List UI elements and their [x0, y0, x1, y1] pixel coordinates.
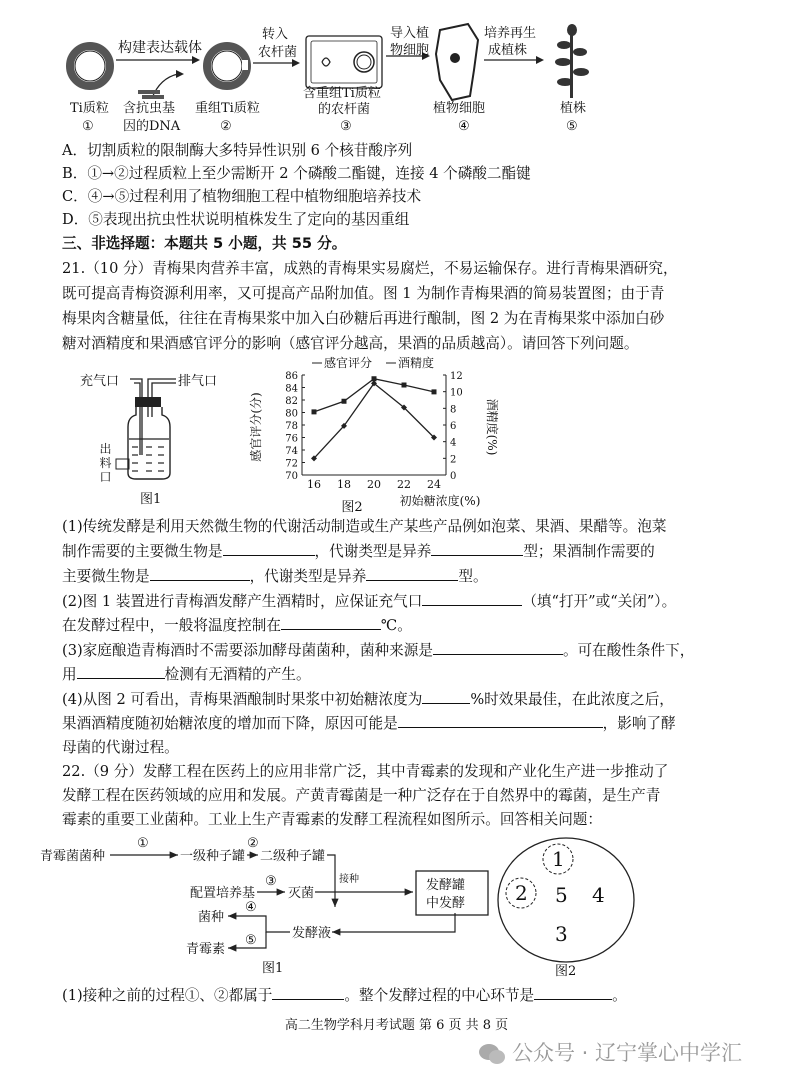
y-tick-label: 78	[285, 421, 298, 432]
answer-blank[interactable]	[281, 615, 381, 630]
recombinant-plasmid-icon	[207, 46, 248, 86]
y2-tick-label: 10	[450, 387, 463, 399]
dna-fragment-icon	[138, 90, 164, 99]
data-point	[432, 389, 437, 394]
text: ，代谢类型是异养	[249, 568, 367, 585]
flow-node: 青霉素	[186, 942, 226, 957]
q21-s1-line2	[62, 541, 738, 563]
item-label: Ti质粒	[70, 101, 109, 116]
text: 果酒酒精度随初始糖浓度的增加而下降，原因可能是	[62, 715, 398, 732]
step-number: ④	[245, 900, 257, 915]
fermentation-bottle-figure	[60, 355, 230, 510]
plate-label: 2	[515, 881, 528, 905]
step-number: ⑤	[245, 933, 257, 948]
answer-blank[interactable]	[422, 689, 470, 704]
q22-stem-line: 霉素的重要工业菌种。工业上生产青霉素的发酵工程流程如图所示。回答相关问题：	[62, 811, 602, 828]
q21-s3-line1	[62, 640, 738, 662]
y-tick-label: 70	[285, 471, 298, 482]
flow-node: 青霉菌菌种	[40, 849, 106, 864]
step-number: ③	[265, 874, 277, 889]
text: （填“打开”或“关闭”）。	[522, 593, 677, 610]
answer-blank[interactable]	[398, 713, 603, 728]
y2-tick-label: 8	[450, 404, 457, 416]
q22-stem-line: 发酵工程在医药领域的应用和发展。产黄青霉菌是一种广泛存在于自然界中的霉菌，是生产青	[62, 787, 661, 804]
q21-s1-line1: (1)传统发酵是利用天然微生物的代谢活动制造或生产某些产品例如泡菜、果酒、果醋等。泡菜	[62, 518, 667, 535]
plate-label: 1	[552, 847, 565, 871]
item-number: ③	[340, 119, 352, 134]
data-point	[312, 409, 317, 414]
item-label: 含重组Ti质粒	[303, 86, 381, 101]
text: 用	[62, 666, 77, 683]
flow-node: 发酵液	[292, 926, 332, 941]
answer-blank[interactable]	[77, 664, 165, 679]
arrow-label-build-vector: 构建表达载体	[118, 40, 202, 56]
x-tick-label: 22	[397, 478, 411, 491]
petri-dish-figure	[498, 838, 634, 979]
flow-label-inoculate: 接种	[339, 874, 359, 885]
answer-blank[interactable]	[422, 591, 522, 606]
step-number: ①	[137, 836, 149, 851]
answer-blank[interactable]	[150, 566, 250, 581]
data-point	[342, 399, 347, 404]
item-label: 含抗虫基	[123, 101, 176, 116]
step-number: ②	[247, 836, 259, 851]
q21-s4-line1	[62, 689, 738, 711]
page-footer: 高二生物学科月考试题 第 6 页 共 8 页	[284, 1018, 509, 1033]
item-label: 重组Ti质粒	[195, 101, 260, 116]
plate-label: 5	[555, 883, 568, 907]
agrobacterium-icon	[306, 36, 382, 88]
y2-tick-label: 4	[450, 437, 457, 449]
text: ，影响了酵	[602, 715, 676, 732]
q21-s3-line2	[62, 664, 738, 686]
fig1-caption: 图1	[140, 492, 162, 507]
arrow-label-regenerate: 培养再生	[484, 26, 537, 41]
y2-tick-label: 6	[450, 421, 457, 432]
watermark-text: 公众号 · 辽宁掌心中学汇	[512, 1041, 743, 1065]
item-number: ⑤	[566, 119, 578, 134]
sugar-concentration-chart	[240, 355, 500, 515]
arrow-label-transfer: 农杆菌	[258, 45, 298, 60]
x-tick-label: 24	[427, 478, 441, 491]
x-axis-title: 初始糖浓度(%)	[399, 494, 481, 508]
text: (1)接种之前的过程①、②都属于	[62, 987, 273, 1004]
chart-caption: 图2	[341, 500, 363, 515]
option-b: B．①→②过程质粒上至少需断开 2 个磷酸二酯键，连接 4 个磷酸二酯键	[62, 165, 531, 182]
option-a: A．切割质粒的限制酶大多特异性识别 6 个核苷酸序列	[62, 142, 413, 159]
y-axis-title: 感官评分(分)	[249, 392, 263, 462]
ti-plasmid-icon	[70, 46, 110, 86]
y2-tick-label: 12	[450, 371, 463, 382]
y2-axis-title: 酒精度(%)	[485, 398, 499, 456]
q21-s2-line2	[62, 615, 738, 637]
text: ℃。	[380, 617, 412, 634]
text: ，代谢类型是异养	[314, 543, 432, 560]
answer-blank[interactable]	[534, 985, 612, 1000]
answer-blank[interactable]	[366, 566, 458, 581]
text: 在发酵过程中，一般将温度控制在	[62, 617, 281, 634]
q21-s2-line1	[62, 591, 738, 613]
text: 型；果酒制作需要的	[523, 543, 655, 560]
flow-node: 一级种子罐	[180, 849, 246, 864]
text: (3)家庭酿造青梅酒时不需要添加酵母菌菌种，菌种来源是	[62, 642, 433, 659]
y-tick-label: 82	[285, 396, 298, 407]
q22-s1-line	[62, 985, 738, 1007]
answer-blank[interactable]	[431, 541, 523, 556]
y-tick-label: 72	[285, 458, 298, 470]
option-c: C．④→⑤过程利用了植物细胞工程中植物细胞培养技术	[62, 188, 422, 205]
arrow-label-introduce: 导入植	[390, 26, 430, 41]
q22-stem-line: 22.（9 分）发酵工程在医药上的应用非常广泛，其中青霉素的发现和产业化生产进一步推动了	[62, 763, 669, 780]
q21-s4-line2	[62, 713, 738, 735]
item-number: ④	[458, 119, 470, 134]
q21-stem-line: 21.（10 分）青梅果肉营养丰富，成熟的青梅果实易腐烂，不易运输保存。进行青梅果酒研究，	[62, 260, 678, 277]
text: 。可在酸性条件下，	[562, 642, 695, 659]
x-tick-label: 20	[367, 478, 381, 491]
discharge-label: 出料口	[99, 442, 112, 484]
section-title: 三、非选择题：本题共 5 小题，共 55 分。	[62, 235, 347, 252]
data-point	[402, 383, 407, 388]
q21-s4-line3: 母菌的代谢过程。	[62, 739, 179, 756]
arrow-label-regenerate: 成植株	[488, 43, 528, 58]
text: 主要微生物是	[62, 568, 150, 585]
text: (2)图 1 装置进行青梅酒发酵产生酒精时，应保证充气口	[62, 593, 423, 610]
plant-cell-icon	[436, 24, 478, 100]
x-tick-label: 18	[337, 478, 351, 491]
text: %时效果最佳，在此浓度之后，	[470, 691, 674, 708]
text: 制作需要的主要微生物是	[62, 543, 223, 560]
y2-tick-label: 0	[450, 471, 457, 482]
plate-label: 3	[555, 922, 568, 946]
flow-node: 配置培养基	[190, 886, 256, 901]
inlet-label: 充气口	[80, 374, 120, 389]
transgenic-process-diagram	[0, 0, 793, 140]
series-line	[314, 383, 434, 458]
legend-label: 酒精度	[398, 356, 435, 370]
flow-node: 灭菌	[288, 886, 315, 901]
text: (4)从图 2 可看出，青梅果酒酿制时果浆中初始糖浓度为	[62, 691, 423, 708]
text: 。整个发酵过程的中心环节是	[344, 987, 535, 1004]
x-tick-label: 16	[307, 478, 321, 491]
text: 。	[612, 987, 627, 1004]
q21-stem-line: 梅果肉含糖量低，往往在青梅果浆中加入白砂糖后再进行酿制，图 2 为在青梅果浆中添加白砂	[62, 310, 665, 327]
y2-tick-label: 2	[450, 454, 457, 466]
flow-node: 中发酵	[426, 896, 466, 911]
y-tick-label: 76	[285, 433, 298, 445]
arrow-label-introduce: 物细胞	[390, 43, 430, 58]
fig-caption: 图1	[262, 961, 284, 976]
option-d: D．⑤表现出抗虫性状说明植株发生了定向的基因重组	[62, 211, 410, 228]
flow-node: 二级种子罐	[260, 849, 326, 864]
text: 检测有无酒精的产生。	[164, 666, 311, 683]
item-label: 因的DNA	[123, 119, 181, 134]
wechat-icon	[478, 1043, 506, 1065]
item-label: 植物细胞	[433, 101, 486, 116]
q21-stem-line: 既可提高青梅资源利用率，又可提高产品附加值。图 1 为制作青梅果酒的简易装置图；由于青	[62, 285, 665, 302]
fig-caption: 图2	[555, 964, 577, 979]
item-label: 的农杆菌	[318, 102, 371, 117]
text: 型。	[458, 568, 488, 585]
arrow-label-transfer: 转入	[262, 27, 289, 42]
q21-s1-line3	[62, 566, 738, 588]
answer-blank[interactable]	[272, 985, 344, 1000]
plate-label: 4	[592, 883, 605, 907]
legend-label: 感官评分	[324, 356, 373, 370]
y-tick-label: 84	[285, 383, 298, 395]
y-tick-label: 80	[285, 408, 298, 420]
penicillin-flowchart	[40, 835, 660, 980]
outlet-label: 排气口	[178, 374, 218, 389]
item-label: 植株	[560, 101, 587, 116]
flow-node: 发酵罐	[426, 878, 466, 893]
item-number: ②	[220, 119, 232, 134]
watermark	[478, 1037, 742, 1067]
flow-node: 菌种	[198, 910, 225, 925]
q21-stem-line: 糖对酒精度和果酒感官评分的影响（感官评分越高，果酒的品质越高）。请回答下列问题。	[62, 335, 639, 352]
y-tick-label: 74	[285, 446, 298, 457]
y-tick-label: 86	[285, 371, 298, 382]
answer-blank[interactable]	[223, 541, 315, 556]
item-number: ①	[82, 119, 94, 134]
plant-icon	[555, 24, 589, 98]
answer-blank[interactable]	[433, 640, 563, 655]
